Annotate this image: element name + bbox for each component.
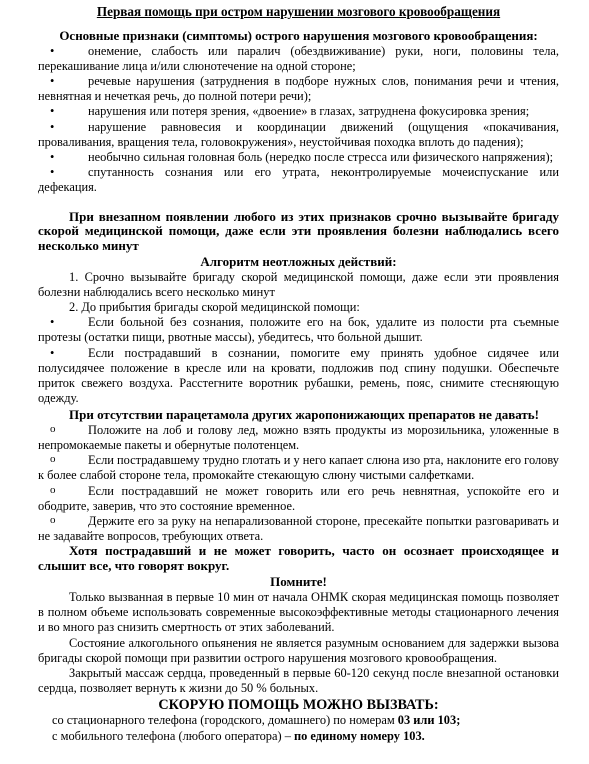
list-item: o Положите на лоб и голову лед, можно взять продукты из морозильника, уложенные в непромокаемые пакеты и обернутые полотенцем. (38, 423, 559, 453)
warning-text: При внезапном появлении любого из этих признаков срочно вызывайте бригаду скорой медицинской помощи, даже если эти проявления болезни наблюдались всего несколько минут (38, 208, 559, 253)
list-item: • Если больной без сознания, положите его на бок, удалите из полости рта съемные протезы (остатки пищи, рвотные массы), убедитесь, что больной дышит. (38, 315, 559, 345)
list-item: • нарушение равновесия и координации движений (ощущения «покачивания, проваливания, вращения тела, головокружения», неустойчивая походка вплоть до падения); (38, 120, 559, 150)
list-item: • спутанность сознания или его утрата, неконтролируемые мочеиспускание или дефекация. (38, 165, 559, 195)
algorithm-list (38, 315, 559, 406)
list-item: • необычно сильная головная боль (нередко после стресса или физического напряжения); (38, 150, 559, 165)
remember-paragraph: Состояние алкогольного опьянения не является разумным основанием для задержки вызова бригады скорой помощи при развитии острого нарушения мозгового кровообращения. (38, 635, 559, 665)
list-item: • онемение, слабость или паралич (обездвиживание) руки, ноги, половины тела, перекашивание лица и/или слюнотечение на одной стороне; (38, 44, 559, 74)
call-mobile-number: по единому номеру 103. (294, 728, 425, 743)
conscious-note: Хотя пострадавший и не может говорить, часто он осознает происходящее и слышит все, что говорят вокруг. (38, 543, 559, 573)
document-page (38, 4, 559, 744)
list-item: • Если пострадавший в сознании, помогите ему принять удобное сидячее или полусидячее положение в кресле или на кровати, подложив под спину подушки. Обеспечьте приток свежего воздуха. Расстегните воротник рубашки, ремень, пояс, снимите стесняющую одежду. (38, 346, 559, 407)
algorithm-step-2: 2. До прибытия бригады скорой медицинской помощи: (69, 299, 360, 314)
remember-heading: Помните! (270, 574, 327, 590)
list-item: • нарушения или потеря зрения, «двоение» в глазах, затруднена фокусировка зрения; (38, 104, 559, 119)
list-item: o Если пострадавший не может говорить или его речь невнятная, успокойте его и ободрите, заверив, что это состояние временное. (38, 484, 559, 514)
list-item: o Держите его за руку на непарализованной стороне, пресекайте попытки разговаривать и не задавайте вопросов, требующих ответа. (38, 514, 559, 544)
list-item: o Если пострадавшему трудно глотать и у него капает слюна изо рта, наклоните его голову к более слабой стороне тела, промокайте стекающую слюну чистыми салфетками. (38, 453, 559, 483)
list-item: • речевые нарушения (затруднения в подборе нужных слов, понимания речи и чтения, невнятная и нечеткая речь, до полной потери речи); (38, 74, 559, 104)
page-title: Первая помощь при остром нарушении мозгового кровообращения (96, 4, 501, 19)
paracetamol-heading: При отсутствии парацетамола других жаропонижающих препаратов не давать! (69, 407, 539, 423)
call-mobile-text: с мобильного телефона (любого оператора) – (52, 728, 294, 743)
call-mobile (38, 729, 559, 744)
call-landline (38, 713, 559, 728)
call-landline-numbers: 03 или 103; (397, 713, 461, 728)
call-landline-text: со стационарного телефона (городского, домашнего) по номерам (52, 713, 398, 728)
symptoms-list (38, 44, 559, 196)
symptoms-heading: Основные признаки (симптомы) острого нарушения мозгового кровообращения: (59, 28, 538, 43)
remember-paragraph: Закрытый массаж сердца, проведенный в первые 60-120 секунд после внезапной остановки сердца, позволяет вернуть к жизни до 50 % больных. (38, 666, 559, 696)
remember-paragraph: Только вызванная в первые 10 мин от начала ОНМК скорая медицинская помощь позволяет в полном объеме использовать современные высокоэффективные методы стационарного лечения и во много раз снизить смертность от этих заболеваний. (38, 589, 559, 635)
algorithm-heading: Алгоритм неотложных действий: (200, 254, 397, 270)
call-heading: СКОРУЮ ПОМОЩЬ МОЖНО ВЫЗВАТЬ: (158, 697, 439, 714)
algorithm-step-1: 1. Срочно вызывайте бригаду скорой медицинской помощи, даже если эти проявления болезни наблюдались всего несколько минут (38, 269, 559, 299)
paracetamol-list (38, 423, 559, 545)
